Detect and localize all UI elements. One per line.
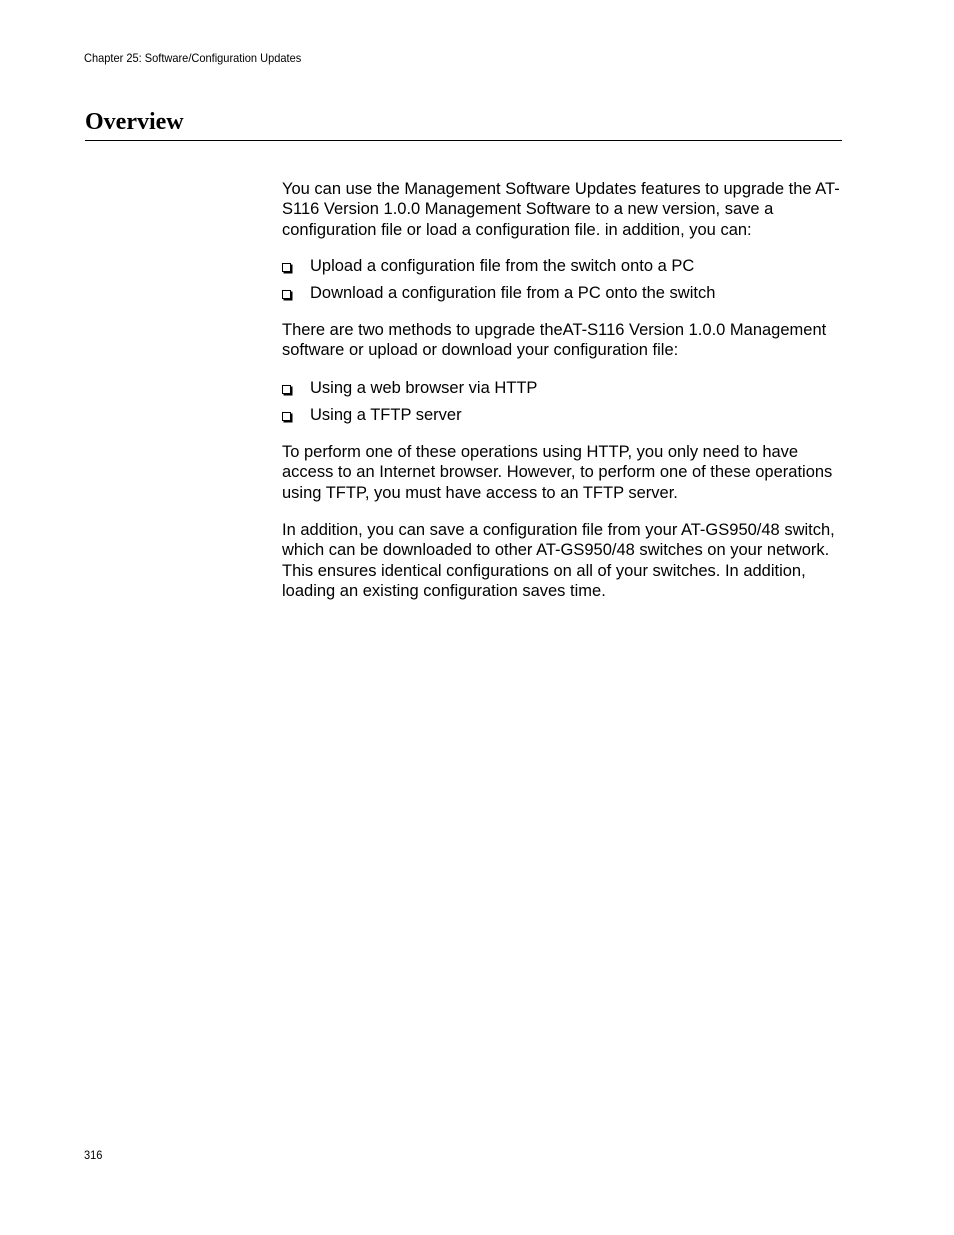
section-title: Overview <box>85 109 184 135</box>
running-header: Chapter 25: Software/Configuration Updates <box>84 51 302 65</box>
list-item <box>282 378 844 405</box>
methods-intro-paragraph: There are two methods to upgrade theAT-S116 Version 1.0.0 Management software or upload or download your configuration file: <box>282 321 827 360</box>
list-item-text: Using a web browser via HTTP <box>310 379 538 397</box>
list-item <box>282 405 844 432</box>
intro-paragraph: You can use the Management Software Updates features to upgrade the AT-S116 Version 1.0.0 Management Software to a new version, save a configuration file or load a configuration file. in addition, you can: <box>282 180 840 239</box>
list-item <box>282 283 844 310</box>
capabilities-list <box>282 256 844 309</box>
checkbox-bullet-icon <box>282 263 291 272</box>
methods-list <box>282 378 844 431</box>
title-divider <box>85 140 842 141</box>
page-number: 316 <box>84 1148 103 1162</box>
list-item-text: Using a TFTP server <box>310 405 462 424</box>
list-item <box>282 256 844 283</box>
checkbox-bullet-icon <box>282 290 291 299</box>
closing-paragraph: In addition, you can save a configuration file from your AT-GS950/48 switch, which can be downloaded to other AT-GS950/48 switches on your network. This ensures identical configurations on all of your switches. In addition, loading an existing configuration saves time. <box>282 521 835 600</box>
requirements-paragraph: To perform one of these operations using HTTP, you only need to have access to an Internet browser. However, to perform one of these operations using TFTP, you must have access to an TFTP server. <box>282 443 833 502</box>
list-item-text: Download a configuration file from a PC onto the switch <box>310 283 716 302</box>
checkbox-bullet-icon <box>282 385 291 394</box>
checkbox-bullet-icon <box>282 412 291 421</box>
list-item-text: Upload a configuration file from the switch onto a PC <box>310 257 695 275</box>
